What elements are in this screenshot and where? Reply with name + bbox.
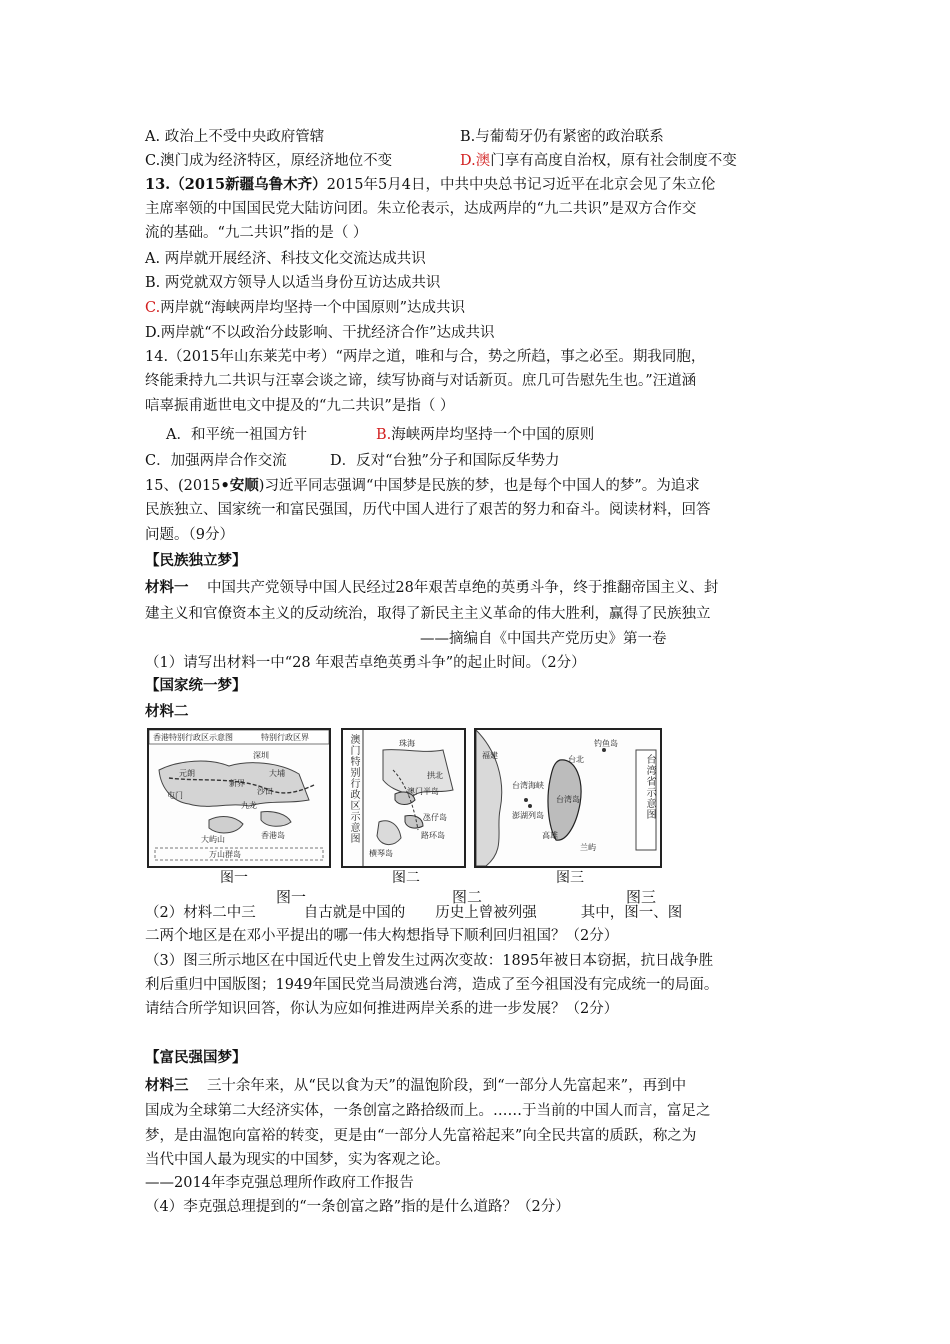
- section3-material-line1: [145, 1075, 686, 1097]
- map-label: 大屿山: [201, 835, 225, 844]
- q12-option-a: A. 政治上不受中央政府管辖: [145, 129, 325, 145]
- material2-label: 材料二: [145, 703, 189, 720]
- map-label: 澳门半岛: [407, 787, 439, 796]
- q14-option-b: [376, 424, 594, 446]
- map-label: 台湾海峡: [512, 781, 544, 790]
- q14-option-b-text: 海峡两岸均坚持一个中国的原则: [391, 427, 595, 443]
- section3-material-line3: 梦，是由温饱向富裕的转变，更是由“一部分人先富裕起来”向全民共富的质跃，称之为: [145, 1128, 697, 1144]
- material1-source: ——摘编自《中国共产党历史》第一卷: [420, 631, 667, 647]
- overlay-caption-2: 图二: [452, 888, 483, 906]
- figure-caption-1: 图一: [220, 870, 248, 886]
- material3-source: ——2014年李克强总理所作政府工作报告: [145, 1175, 414, 1191]
- q13-option-c-text: 两岸就“海峡两岸均坚持一个中国原则”达成共识: [160, 300, 466, 316]
- q13-stem-line3: 流的基础。“九二共识”指的是（ ）: [145, 225, 368, 241]
- overlay-caption-3: 图三: [626, 888, 657, 906]
- q13-option-a: A. 两岸就开展经济、科技文化交流达成共识: [145, 251, 426, 267]
- macau-map-title: 澳门特别行政区示意图: [348, 734, 359, 844]
- q15-stem-line2: 民族独立、国家统一和富民强国，历代中国人进行了艰苦的努力和奋斗。阅读材料，回答: [145, 502, 711, 518]
- section1-material-line2: 建主义和官僚资本主义的反动统治，取得了新民主主义革命的伟大胜利，赢得了民族独立: [145, 606, 711, 622]
- material3-text1: 三十余年来，从“民以食为天”的温饱阶段，到“一部分人先富起来”，再到中: [206, 1078, 687, 1094]
- material1-text1: 中国共产党领导中国人民经过28年艰苦卓绝的英勇斗争，终于推翻帝国主义、封: [206, 580, 719, 596]
- q15-stem-line1: [145, 475, 700, 497]
- map-label: 新界: [229, 779, 245, 788]
- map-label: 台湾岛: [556, 795, 580, 804]
- q14-option-d: D．反对“台独”分子和国际反华势力: [330, 453, 560, 469]
- map-label: 九龙: [241, 801, 257, 810]
- map-label: 福建: [482, 751, 498, 760]
- taiwan-map: [474, 728, 662, 868]
- q13-number: 13.（2015新疆乌鲁木齐）: [145, 176, 327, 193]
- q13-answer-mark: C.: [145, 300, 161, 316]
- q15-source-city: •安顺: [220, 477, 259, 494]
- q14-answer-mark: B.: [376, 427, 392, 443]
- map-label: 高雄: [542, 831, 558, 840]
- q12-option-b: B.与葡萄牙仍有紧密的政治联系: [460, 129, 664, 145]
- q12-answer-mark: D.澳: [460, 153, 491, 169]
- q2-fragment-3: 历史上曾被列强: [435, 905, 537, 921]
- q12-option-d: [460, 150, 737, 172]
- macau-map-drawing: [343, 730, 464, 866]
- map-label: 拱北: [427, 771, 443, 780]
- q13-option-b: B. 两党就双方领导人以适当身份互访达成共识: [145, 275, 441, 291]
- q2-fragment-1: （2）材料二中三: [145, 905, 256, 921]
- section1-material-line1: [145, 577, 718, 599]
- map-label: 澎湖列岛: [512, 811, 544, 820]
- material3-label: 材料三: [145, 1077, 189, 1094]
- q13-option-d: D.两岸就“不以政治分歧影响、干扰经济合作”达成共识: [145, 325, 495, 341]
- map-label: 台北: [568, 755, 584, 764]
- q2-fragment-4: 其中，图一、图: [580, 905, 683, 921]
- map-label: 万山群岛: [209, 850, 241, 859]
- map-label: 沙田: [257, 787, 273, 796]
- q15-text1: )习近平同志强调“中国梦是民族的梦，也是每个中国人的梦”。为追求: [258, 478, 700, 494]
- question-1: （1）请写出材料一中“28 年艰苦卓绝英勇斗争”的起止时间。（2分）: [145, 655, 586, 671]
- question-3-line1: （3）图三所示地区在中国近代史上曾发生过两次变故：1895年被日本窃据，抗日战争胜: [145, 953, 714, 969]
- taiwan-map-title: 台湾省示意图: [644, 754, 655, 820]
- map-label: 钓鱼岛: [594, 739, 618, 748]
- map-label: 深圳: [253, 751, 269, 760]
- section3-heading: 【富民强国梦】: [145, 1049, 247, 1066]
- map-label: 香港岛: [261, 831, 285, 840]
- section2-heading: 【国家统一梦】: [145, 677, 247, 694]
- macau-map: [341, 728, 466, 868]
- map-label: 路环岛: [421, 831, 445, 840]
- hong-kong-map-legend: 特别行政区界: [261, 733, 309, 742]
- overlay-caption-1: 图一: [276, 888, 307, 906]
- figure-caption-3: 图三: [556, 870, 584, 886]
- question-2-line2: 二两个地区是在邓小平提出的哪一伟大构想指导下顺利回归祖国？（2分）: [145, 928, 619, 944]
- q14-stem-line1: 14.（2015年山东莱芜中考）“两岸之道，唯和与合，势之所趋，事之必至。期我同胞，: [145, 349, 706, 365]
- q13-text1: 2015年5月4日，中共中央总书记习近平在北京会见了朱立伦: [326, 177, 716, 193]
- map-label: 氹仔岛: [423, 813, 447, 822]
- map-label: 兰屿: [580, 843, 596, 852]
- hong-kong-map: [147, 728, 331, 868]
- section3-material-line4: 当代中国人最为现实的中国梦，实为客观之论。: [145, 1152, 450, 1168]
- material1-label: 材料一: [145, 579, 189, 596]
- q15-stem-line3: 问题。（9分）: [145, 527, 234, 543]
- map-label: 屯门: [167, 791, 183, 800]
- q13-stem-line2: 主席率领的中国国民党大陆访问团。朱立伦表示，达成两岸的“九二共识”是双方合作交: [145, 201, 697, 217]
- q2-fragment-2: 自古就是中国的: [303, 905, 406, 921]
- q14-option-c: C．加强两岸合作交流: [145, 453, 287, 469]
- q12-option-c: C.澳门成为经济特区，原经济地位不变: [145, 153, 393, 169]
- q15-prefix: 15、(2015: [145, 478, 221, 494]
- question-2-line1: [145, 902, 682, 924]
- question-3-line3: 请结合所学知识回答，你认为应如何推进两岸关系的进一步发展？（2分）: [145, 1001, 619, 1017]
- figure-caption-2: 图二: [392, 870, 420, 886]
- section3-material-line2: 国成为全球第二大经济实体，一条创富之路拾级而上。……于当前的中国人而言，富足之: [145, 1103, 711, 1119]
- map-label: 横琴岛: [369, 849, 393, 858]
- map-label: 珠海: [399, 739, 415, 748]
- q13-option-c: [145, 297, 465, 319]
- q13-stem-line1: [145, 174, 715, 196]
- q14-option-a: A．和平统一祖国方针: [166, 427, 307, 443]
- map-label: 大埔: [269, 769, 285, 778]
- hong-kong-map-title: 香港特别行政区示意图: [153, 733, 233, 742]
- map-label: 元朗: [179, 769, 195, 778]
- question-3-line2: 利后重归中国版图；1949年国民党当局溃逃台湾，造成了至今祖国没有完成统一的局面。: [145, 977, 719, 993]
- q12-option-d-text: 门享有高度自治权，原有社会制度不变: [490, 153, 737, 169]
- q14-stem-line2: 终能秉持九二共识与汪辜会谈之谛，续写协商与对话新页。庶几可告慰先生也。”汪道涵: [145, 373, 697, 389]
- section1-heading: 【民族独立梦】: [145, 552, 247, 569]
- question-4: （4）李克强总理提到的“一条创富之路”指的是什么道路？（2分）: [145, 1199, 570, 1215]
- q14-stem-line3: 唁辜振甫逝世电文中提及的“九二共识”是指（ ）: [145, 398, 455, 414]
